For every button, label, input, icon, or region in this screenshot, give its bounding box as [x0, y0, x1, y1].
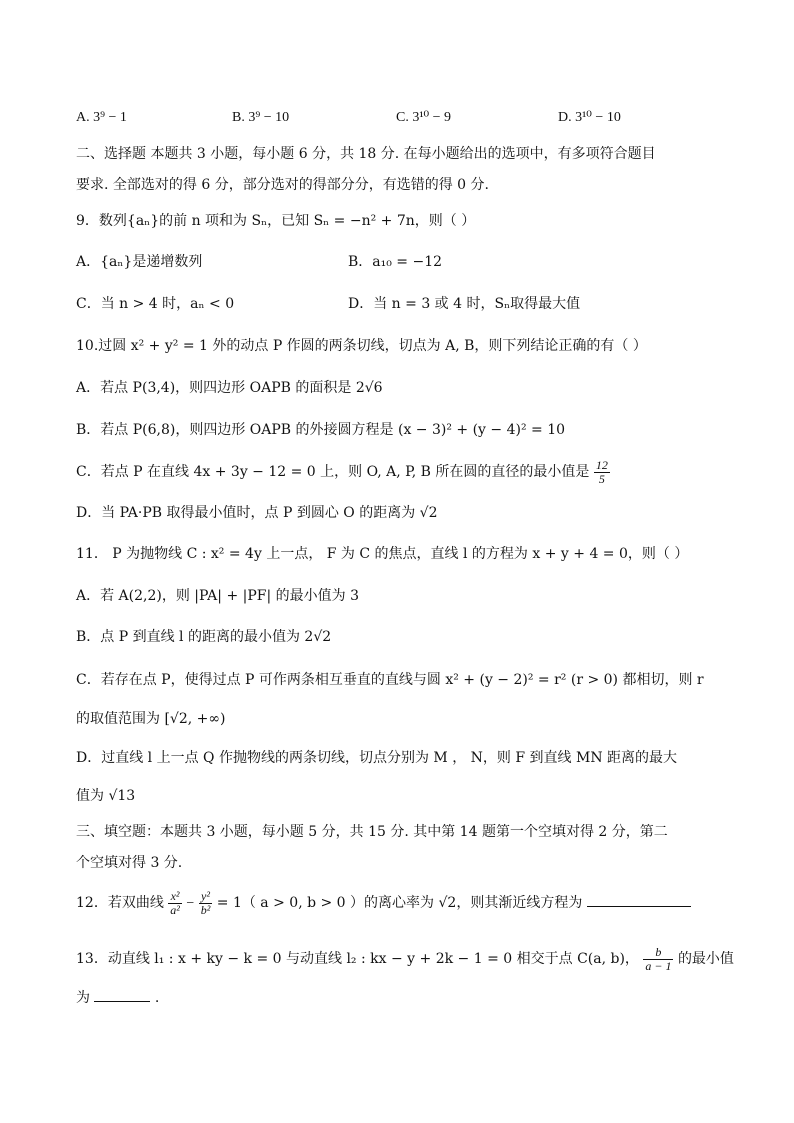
- q11-option-c-line2: 的取值范围为 [√2, +∞): [76, 711, 226, 727]
- q12: [76, 886, 691, 921]
- q13-suffix: 的最小值: [677, 951, 734, 967]
- prev-option-d: D. 3¹⁰ − 10: [558, 110, 621, 125]
- q12-fraction-y-denominator: b²: [200, 902, 211, 917]
- q11-option-c-line1: C．若存在点 P，使得过点 P 可作两条相互垂直的直线与圆 x² + (y − 2)² = r² (r > 0) 都相切，则 r: [76, 672, 704, 688]
- q13-line2-text: 为: [76, 990, 90, 1006]
- q12-fraction-x-numerator: x²: [168, 890, 182, 904]
- q12-fraction-x-denominator: a²: [170, 902, 180, 917]
- section3-instructions-line1: 三、填空题：本题共 3 小题，每小题 5 分，共 15 分. 其中第 14 题第一个空填对得 2 分，第二: [76, 824, 668, 840]
- q9-option-b: B．a₁₀ = −12: [348, 254, 443, 270]
- q12-fraction-x: [168, 890, 182, 917]
- q13: [76, 942, 734, 976]
- q10-option-c-denominator: 5: [598, 471, 605, 486]
- q12-fraction-y: [199, 890, 213, 917]
- q12-suffix: = 1（ a > 0, b > 0 ）的离心率为 √2，则其渐近线方程为: [216, 895, 583, 911]
- section2-instructions-line1: 二、选择题 本题共 3 小题，每小题 6 分，共 18 分. 在每小题给出的选项中，有多项符合题目: [76, 146, 656, 162]
- q12-fraction-y-numerator: y²: [199, 890, 213, 904]
- q11-option-b: B．点 P 到直线 l 的距离的最小值为 2√2: [76, 629, 332, 645]
- q13-answer-blank[interactable]: [94, 1001, 150, 1002]
- q11-option-d-line1: D．过直线 l 上一点 Q 作抛物线的两条切线，切点分别为 M ， N，则 F 到直线 MN 距离的最大: [76, 750, 678, 766]
- q10-stem: 10.过圆 x² + y² = 1 外的动点 P 作圆的两条切线，切点为 A, B，则下列结论正确的有（ ）: [76, 338, 647, 354]
- prev-option-c: C. 3¹⁰ − 9: [396, 110, 452, 125]
- q10-option-c-text: C．若点 P 在直线 4x + 3y − 12 = 0 上，则 O, A, P, B 所在圆的直径的最小值是: [76, 464, 590, 480]
- q12-answer-blank[interactable]: [587, 906, 691, 907]
- q13-period: .: [154, 990, 160, 1006]
- q13-fraction-numerator: b: [643, 946, 673, 960]
- q11-option-d-line2: 值为 √13: [76, 788, 136, 804]
- q10-option-c-numerator: 12: [595, 457, 608, 472]
- q13-line2: [76, 988, 159, 1008]
- q9-option-c: C．当 n > 4 时，aₙ < 0: [76, 296, 235, 312]
- q11-option-a: A．若 A(2,2)，则 |PA| + |PF| 的最小值为 3: [76, 588, 359, 604]
- q10-option-a: A．若点 P(3,4)，则四边形 OAPB 的面积是 2√6: [76, 380, 383, 396]
- q9-option-d: D．当 n = 3 或 4 时，Sₙ取得最大值: [348, 296, 581, 312]
- q10-option-c-fraction: [594, 459, 610, 486]
- q13-fraction-denominator: a − 1: [645, 958, 672, 973]
- q9-option-a: A．{aₙ}是递增数列: [76, 254, 203, 270]
- q10-option-b: B．若点 P(6,8)，则四边形 OAPB 的外接圆方程是 (x − 3)² + (y − 4)² = 10: [76, 422, 566, 438]
- prev-option-b: B. 3⁹ − 10: [232, 110, 290, 125]
- q13-prefix: 13．动直线 l₁ : x + ky − k = 0 与动直线 l₂ : kx − y + 2k − 1 = 0 相交于点 C(a, b)，: [76, 951, 639, 967]
- q12-minus: −: [186, 896, 195, 911]
- q11-stem: 11． P 为抛物线 C : x² = 4y 上一点， F 为 C 的焦点，直线 l 的方程为 x + y + 4 = 0，则（ ）: [76, 546, 689, 562]
- q13-fraction: [643, 946, 673, 973]
- section3-instructions-line2: 个空填对得 3 分.: [76, 855, 183, 871]
- section2-instructions-line2: 要求. 全部选对的得 6 分，部分选对的得部分分，有选错的得 0 分.: [76, 177, 489, 193]
- q10-option-c: [76, 457, 610, 487]
- q12-prefix: 12．若双曲线: [76, 895, 164, 911]
- q10-option-d: D．当 PA·PB 取得最小值时，点 P 到圆心 O 的距离为 √2: [76, 505, 438, 521]
- prev-option-a: A. 3⁹ − 1: [76, 110, 127, 125]
- q9-stem: 9．数列{aₙ}的前 n 项和为 Sₙ，已知 Sₙ = −n² + 7n，则（ ）: [76, 213, 476, 229]
